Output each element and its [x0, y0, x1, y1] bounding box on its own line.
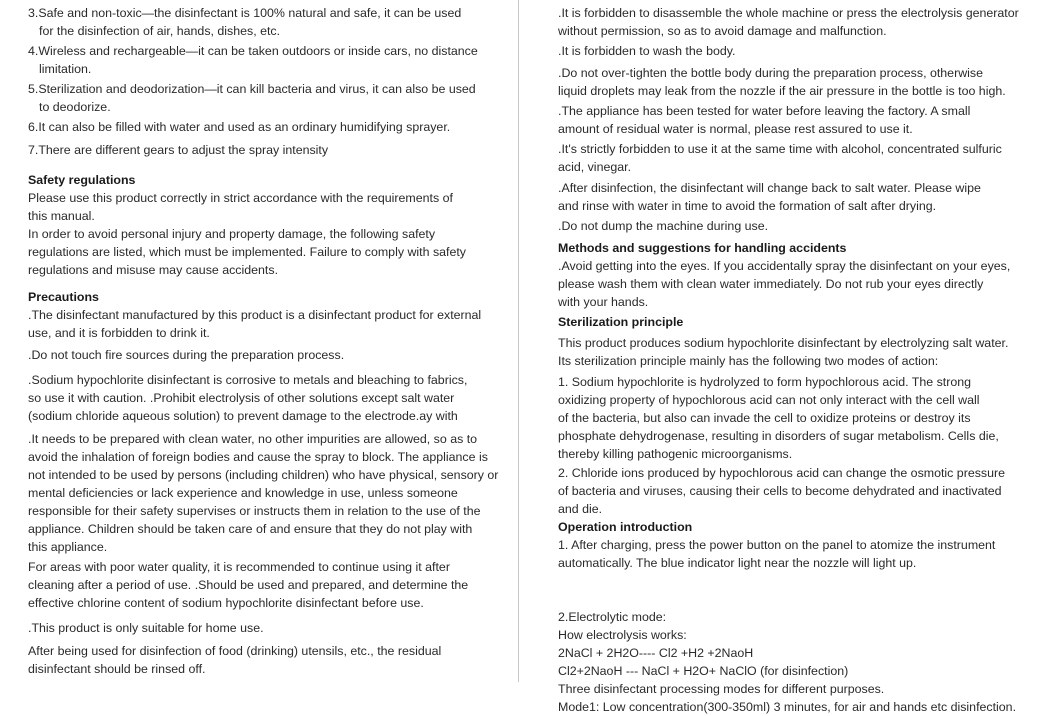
text-line: 7.There are different gears to adjust the spray intensity — [28, 143, 329, 157]
left-block — [28, 642, 441, 678]
text-line: .Do not touch fire sources during the preparation process. — [28, 348, 345, 362]
text-line: 2NaCl + 2H2O---- Cl2 +H2 +2NaoH — [558, 646, 754, 660]
left-block — [28, 288, 481, 342]
text-line: acid, vinegar. — [558, 160, 632, 174]
text-line: amount of residual water is normal, please rest assured to use it. — [558, 122, 913, 136]
text-line: .It needs to be prepared with clean water, no other impurities are allowed, so as to — [28, 432, 478, 446]
text-line: oxidizing property of hypochlorous acid can not only interact with the cell wall — [558, 393, 980, 407]
text-line: to deodorize. — [39, 100, 111, 114]
right-block — [558, 4, 1019, 40]
right-block — [558, 464, 1005, 572]
text-line: How electrolysis works: — [558, 628, 687, 642]
right-block — [558, 42, 735, 60]
text-line: automatically. The blue indicator light near the nozzle will light up. — [558, 556, 917, 570]
right-block — [558, 217, 768, 235]
right-block — [558, 64, 1006, 100]
section-heading: Operation introduction — [558, 520, 693, 534]
right-block — [558, 102, 970, 138]
section-heading: Sterilization principle — [558, 315, 684, 329]
right-block — [558, 373, 999, 463]
left-block — [28, 118, 450, 136]
left-block — [28, 80, 476, 116]
text-line: 2. Chloride ions produced by hypochlorous acid can change the osmotic pressure — [558, 466, 1006, 480]
text-line: After being used for disinfection of food (drinking) utensils, etc., the residual — [28, 644, 442, 658]
text-line: and die. — [558, 502, 603, 516]
left-block — [28, 558, 468, 612]
text-line: with your hands. — [558, 295, 649, 309]
column-divider — [518, 0, 519, 682]
text-line: .It is forbidden to wash the body. — [558, 44, 736, 58]
left-block — [28, 371, 467, 425]
right-block — [558, 334, 1008, 370]
text-line: thereby killing pathogenic microorganisms. — [558, 447, 793, 461]
text-line: regulations and misuse may cause accidents. — [28, 263, 279, 277]
text-line: so use it with caution. .Prohibit electrolysis of other solutions except salt water — [28, 391, 455, 405]
left-block — [28, 141, 328, 159]
text-line: (sodium chloride aqueous solution) to prevent damage to the electrode.ay with — [28, 409, 458, 423]
text-line: Mode1: Low concentration(300-350ml) 3 minutes, for air and hands etc disinfection. — [558, 700, 1017, 714]
text-line: 3.Safe and non-toxic—the disinfectant is 100% natural and safe, it can be used — [28, 6, 462, 20]
text-line: 4.Wireless and rechargeable—it can be taken outdoors or inside cars, no distance — [28, 44, 478, 58]
text-line: regulations are listed, which must be implemented. Failure to comply with safety — [28, 245, 466, 259]
text-line: Cl2+2NaoH --- NaCl + H2O+ NaClO (for disinfection) — [558, 664, 849, 678]
left-block — [28, 619, 264, 637]
text-line: avoid the inhalation of foreign bodies and cause the spray to block. The appliance is — [28, 450, 488, 464]
text-line: Please use this product correctly in strict accordance with the requirements of — [28, 191, 453, 205]
text-line: .Do not dump the machine during use. — [558, 219, 769, 233]
text-line: this appliance. — [28, 540, 108, 554]
text-line: .The appliance has been tested for water before leaving the factory. A small — [558, 104, 971, 118]
text-line: effective chlorine content of sodium hypochlorite disinfectant before use. — [28, 596, 424, 610]
text-line: .It's strictly forbidden to use it at the same time with alcohol, concentrated sulfuric — [558, 142, 1002, 156]
text-line: Three disinfectant processing modes for different purposes. — [558, 682, 885, 696]
text-line: limitation. — [39, 62, 92, 76]
left-block — [28, 42, 478, 78]
text-line: 1. Sodium hypochlorite is hydrolyzed to form hypochlorous acid. The strong — [558, 375, 972, 389]
text-line: For areas with poor water quality, it is recommended to continue using it after — [28, 560, 450, 574]
text-line: cleaning after a period of use. .Should be used and prepared, and determine the — [28, 578, 469, 592]
text-line: .After disinfection, the disinfectant will change back to salt water. Please wipe — [558, 181, 981, 195]
right-block — [558, 239, 1010, 311]
text-line: responsible for their safety supervises or instructs them in relation to the use of the — [28, 504, 481, 518]
text-line: 6.It can also be filled with water and used as an ordinary humidifying sprayer. — [28, 120, 451, 134]
text-line: phosphate dehydrogenase, resulting in disorders of sugar metabolism. Cells die, — [558, 429, 999, 443]
left-block — [28, 4, 461, 40]
right-block — [558, 140, 1002, 176]
text-line: of bacteria and viruses, causing their cells to become dehydrated and inactivated — [558, 484, 1002, 498]
text-line: .Sodium hypochlorite disinfectant is corrosive to metals and bleaching to fabrics, — [28, 373, 468, 387]
text-line: please wash them with clean water immediately. Do not rub your eyes directly — [558, 277, 984, 291]
text-line: liquid droplets may leak from the nozzle if the air pressure in the bottle is too high. — [558, 84, 1006, 98]
text-line: of the bacteria, but also can invade the cell to oxidize proteins or destroy its — [558, 411, 971, 425]
text-line: use, and it is forbidden to drink it. — [28, 326, 210, 340]
text-line: Its sterilization principle mainly has the following two modes of action: — [558, 354, 939, 368]
text-line: mental deficiencies or lack experience and knowledge in use, unless someone — [28, 486, 458, 500]
left-block — [28, 430, 498, 556]
text-line: this manual. — [28, 209, 95, 223]
right-block — [558, 608, 1016, 716]
text-line: appliance. Children should be taken care of and ensure that they do not play with — [28, 522, 473, 536]
text-line: .Avoid getting into the eyes. If you accidentally spray the disinfectant on your eyes, — [558, 259, 1011, 273]
text-line: .Do not over-tighten the bottle body during the preparation process, otherwise — [558, 66, 983, 80]
text-line: 5.Sterilization and deodorization—it can kill bacteria and virus, it can also be used — [28, 82, 476, 96]
left-block — [28, 171, 466, 279]
right-block — [558, 313, 683, 331]
text-line: .The disinfectant manufactured by this product is a disinfectant product for external — [28, 308, 482, 322]
left-block — [28, 346, 344, 364]
section-heading: Precautions — [28, 290, 99, 304]
text-line: .It is forbidden to disassemble the whole machine or press the electrolysis generator — [558, 6, 1019, 20]
text-line: not intended to be used by persons (including children) who have physical, sensory or — [28, 468, 499, 482]
text-line: without permission, so as to avoid damage and malfunction. — [558, 24, 887, 38]
right-block — [558, 179, 981, 215]
text-line: .This product is only suitable for home use. — [28, 621, 264, 635]
section-heading: Safety regulations — [28, 173, 136, 187]
text-line: disinfectant should be rinsed off. — [28, 662, 206, 676]
text-line: for the disinfection of air, hands, dishes, etc. — [39, 24, 281, 38]
text-line: 2.Electrolytic mode: — [558, 610, 667, 624]
text-line: and rinse with water in time to avoid the formation of salt after drying. — [558, 199, 937, 213]
text-line: This product produces sodium hypochlorite disinfectant by electrolyzing salt water. — [558, 336, 1009, 350]
text-line: In order to avoid personal injury and property damage, the following safety — [28, 227, 436, 241]
text-line: 1. After charging, press the power button on the panel to atomize the instrument — [558, 538, 996, 552]
section-heading: Methods and suggestions for handling accidents — [558, 241, 847, 255]
